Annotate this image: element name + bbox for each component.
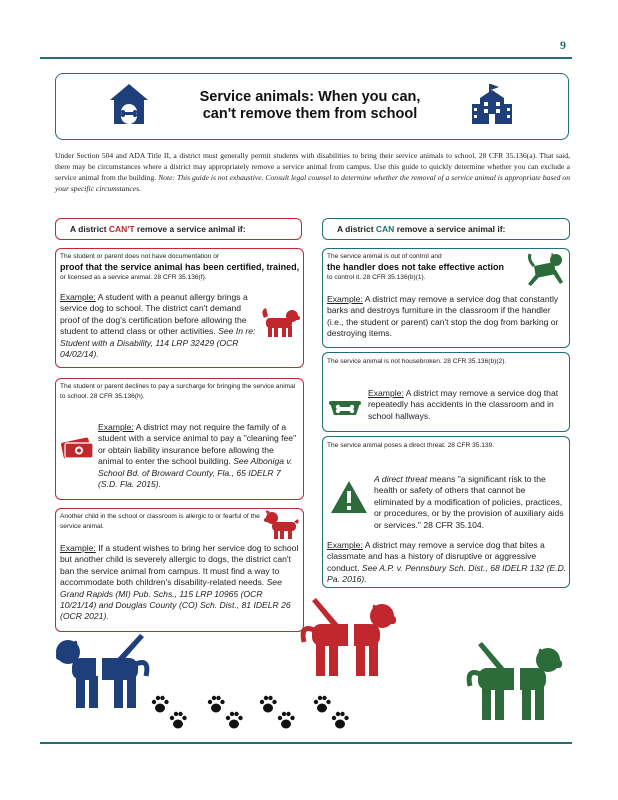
running-dog-icon [526, 252, 566, 288]
page-title: Service animals: When you can, can't remove them from school [199, 89, 421, 122]
paw-print-icon [150, 694, 170, 714]
paw-print-icon [312, 694, 332, 714]
dog-bowl-icon [328, 395, 362, 417]
paw-print-icon [206, 694, 226, 714]
intro-paragraph: Under Section 504 and ADA Title II, a district must generally permit students with disabilities to bring their service animals to school. 28 CFR 35.136(a). That said, there may be circumstances where a district may appropriately remove a service animal from campus. Use this guide to quickly determine whether you can exclude a service animal from the building. Note: This guide is not exhaustive. Consult legal counsel to determine whether the removal of a service animal is appropriate based on your specific circumstances. [55, 151, 570, 193]
paw-print-icon [330, 710, 350, 730]
can-remove-header: A district CAN remove a service animal if: [322, 218, 570, 240]
can-card-out-of-control-text: The service animal is out of control and the handler does not take effective action to control it. 28 CFR 35.136(b)(1). [327, 253, 505, 281]
paw-print-icon [168, 710, 188, 730]
can-card-housebroken-example: Example: A district may remove a service dog that repeatedly has accidents in the classroom and in school hallways. [368, 388, 559, 421]
money-icon [60, 436, 94, 460]
cant-card-allergy-lead: Another child in the school or classroom is allergic to or fearful of the service animal. [60, 513, 260, 530]
page-number: 9 [560, 38, 566, 52]
warning-icon [330, 480, 368, 514]
top-rule [40, 57, 572, 59]
can-card-direct-threat-example: Example: A district may remove a service dog that bites a classmate and has a history of disruptive or aggressive conduct. See A.P. v. Pennsbury Sch. Dist., 68 IDELR 132 (E.D. Pa. 2016). [327, 540, 567, 585]
dog-house-icon [108, 82, 150, 126]
guide-dog-icon [56, 630, 152, 710]
can-card-direct-threat-definition: A direct threat means "a significant risk to the health or safety of others that cannot be eliminated by a modification of policies, practices, or procedures, or by the provision of auxiliary aids or services." 28 CFR 35.104. [374, 474, 564, 530]
cant-card-allergy-example: Example: If a student wishes to bring her service dog to school but another child is severely allergic to dogs, the district can't ban the service animal from campus. It must find a way to accommodate both children's disability-related needs. See Grand Rapids (MI) Pub. Schs., 115 LRP 10965 (OCR 10/21/14) and Douglas County (CO) Sch. Dist., 81 IDELR 26 (OCR 2021). [60, 543, 299, 622]
can-card-out-of-control-example: Example: A district may remove a service dog that constantly barks and destroys furniture in the classroom if the handler (i.e., the student or parent) can't stop the dog from barking or destroying items. [327, 294, 559, 339]
can-card-direct-threat-lead: The service animal poses a direct threat. 28 CFR 35.139. [327, 442, 495, 449]
cant-card-surcharge-example: Example: A district may not require the family of a student with a service animal to pay a "cleaning fee" or obtain liability insurance before allowing the animal to enter the school building. See Alboniga v. School Bd. of Broward County, Fla., 65 IDELR 7 (S.D. Fla. 2015). [98, 422, 297, 490]
cant-card-documentation-text: The student or parent does not have documentation or proof that the service animal has been certified, trained, or licensed as a service animal. 28 CFR 35.136(f). [60, 253, 300, 281]
cant-card-surcharge-lead: The student or parent declines to pay a surcharge for bringing the service animal to school. 28 CFR 35.136(h). [60, 383, 296, 400]
paw-print-icon [258, 694, 278, 714]
cant-remove-header: A district CAN'T remove a service animal if: [55, 218, 302, 240]
paw-print-icon [276, 710, 296, 730]
cant-card-documentation-example: Example: A student with a peanut allergy brings a service dog to school. The district can't demand proof of the dog's certification before allowing the student to attend class or other activities. See In re: Student with a Disability, 114 LRP 32429 (OCR 04/02/14). [60, 292, 256, 360]
paw-print-icon [224, 710, 244, 730]
can-card-housebroken-lead: The service animal is not housebroken. 28 CFR 35.136(b)(2). [327, 358, 507, 365]
bottom-rule [40, 742, 572, 744]
dog-icon [258, 306, 300, 338]
guide-dog-icon [466, 640, 562, 722]
guide-dog-icon [300, 596, 396, 678]
school-building-icon [470, 84, 514, 124]
dog-icon [264, 510, 300, 540]
